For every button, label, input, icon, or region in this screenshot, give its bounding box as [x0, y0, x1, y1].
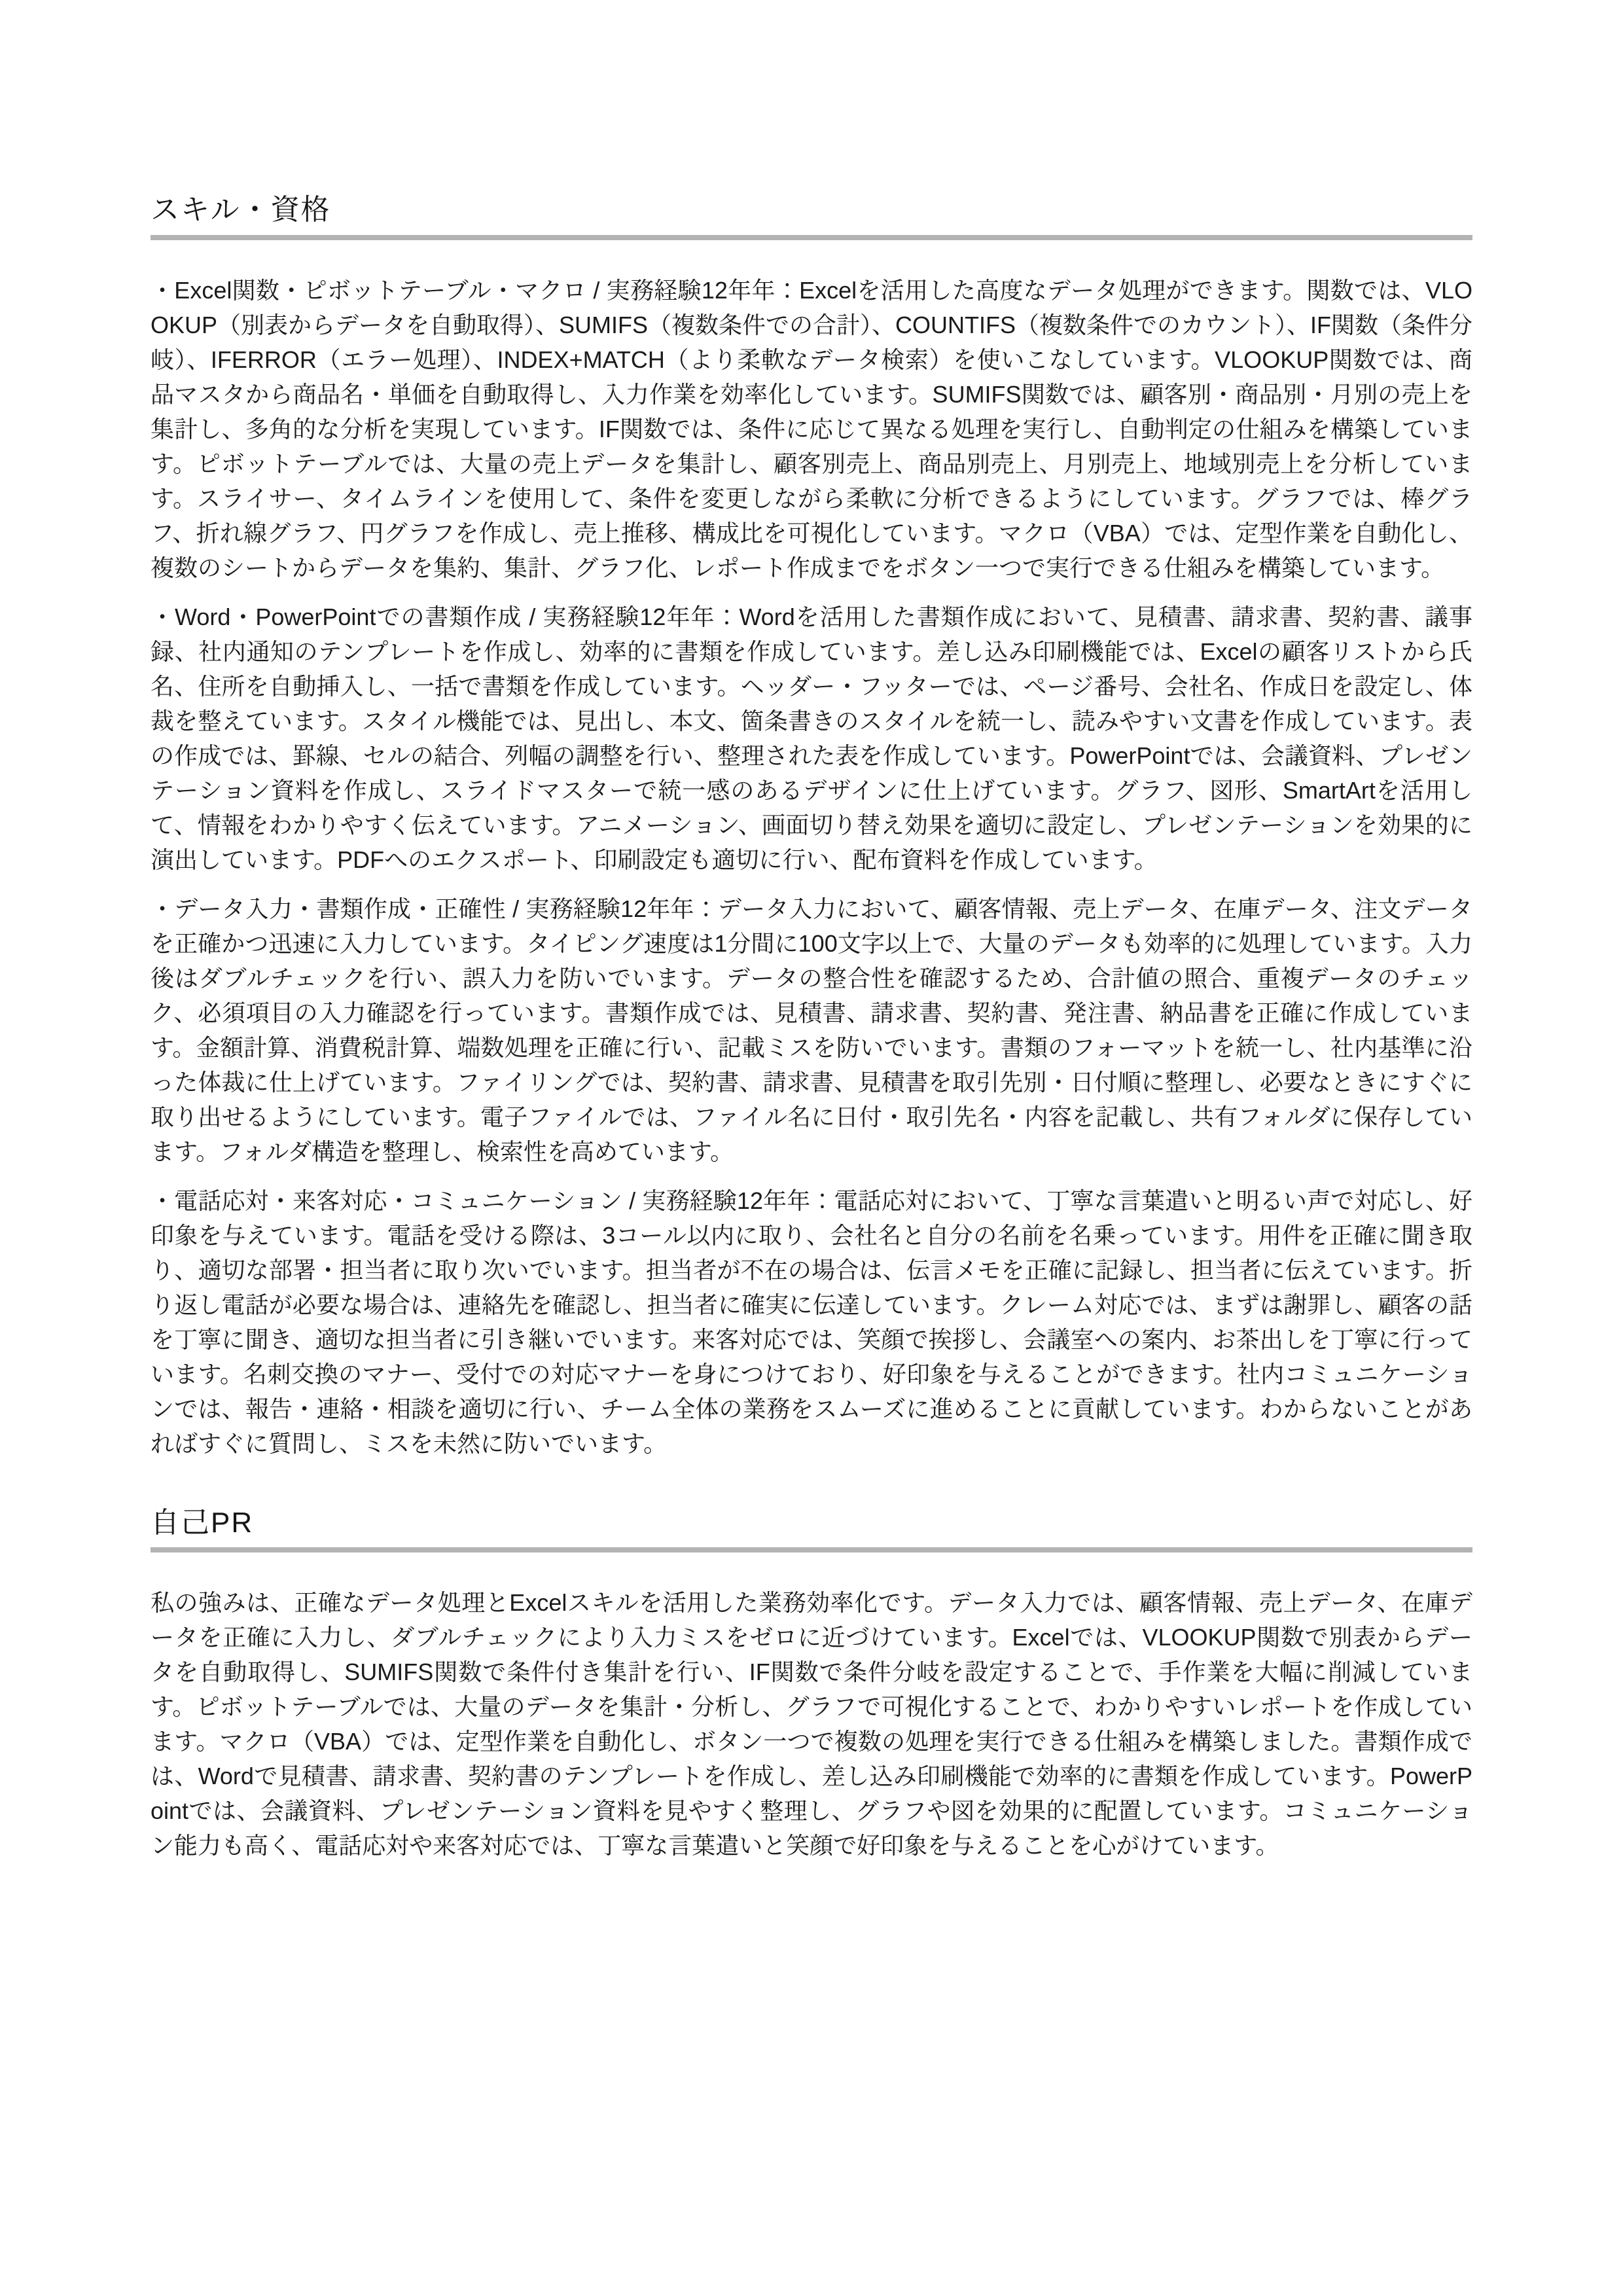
- skills-paragraph-word-powerpoint: ・Word・PowerPointでの書類作成 / 実務経験12年年：Wordを活用した書類作成において、見積書、請求書、契約書、議事録、社内通知のテンプレートを作成し、効率的に書類を作成しています。差し込み印刷機能では、Excelの顧客リストから氏名、住所を自動挿入し、一括で書類を作成しています。ヘッダー・フッターでは、ページ番号、会社名、作成日を設定し、体裁を整えています。スタイル機能では、見出し、本文、箇条書きのスタイルを統一し、読みやすい文書を作成しています。表の作成では、罫線、セルの結合、列幅の調整を行い、整理された表を作成しています。PowerPointでは、会議資料、プレゼンテーション資料を作成し、スライドマスターで統一感のあるデザインに仕上げています。グラフ、図形、SmartArtを活用して、情報をわかりやすく伝えています。アニメーション、画面切り替え効果を適切に設定し、プレゼンテーションを効果的に演出しています。PDFへのエクスポート、印刷設定も適切に行い、配布資料を作成しています。: [151, 603, 1472, 873]
- skills-paragraph-excel: ・Excel関数・ピボットテーブル・マクロ / 実務経験12年年：Excelを活用した高度なデータ処理ができます。関数では、VLOOKUP（別表からデータを自動取得）、SUMIFS（複数条件での合計）、COUNTIFS（複数条件でのカウント）、IF関数（条件分岐）、IFERROR（エラー処理）、INDEX+MATCH（より柔軟なデータ検索）を使いこなしています。VLOOKUP関数では、商品マスタから商品名・単価を自動取得し、入力作業を効率化しています。SUMIFS関数では、顧客別・商品別・月別の売上を集計し、多角的な分析を実現しています。IF関数では、条件に応じて異なる処理を実行し、自動判定の仕組みを構築しています。ピボットテーブルでは、大量の売上データを集計し、顧客別売上、商品別売上、月別売上、地域別売上を分析しています。スライサー、タイムラインを使用して、条件を変更しながら柔軟に分析できるようにしています。グラフでは、棒グラフ、折れ線グラフ、円グラフを作成し、売上推移、構成比を可視化しています。マクロ（VBA）では、定型作業を自動化し、複数のシートからデータを集約、集計、グラフ化、レポート作成までをボタン一つで実行できる仕組みを構築しています。: [151, 276, 1473, 581]
- skills-section-title: スキル・資格: [151, 194, 331, 226]
- section-skills: [151, 194, 1472, 1461]
- self-pr-section-title: 自己PR: [151, 1506, 254, 1539]
- skills-section-divider: [151, 235, 1472, 240]
- skills-paragraph-data-entry: ・データ入力・書類作成・正確性 / 実務経験12年年：データ入力において、顧客情報、売上データ、在庫データ、注文データを正確かつ迅速に入力しています。タイピング速度は1分間に100文字以上で、大量のデータも効率的に処理しています。入力後はダブルチェックを行い、誤入力を防いでいます。データの整合性を確認するため、合計値の照合、重複データのチェック、必須項目の入力確認を行っています。書類作成では、見積書、請求書、契約書、発注書、納品書を正確に作成しています。金額計算、消費税計算、端数処理を正確に行い、記載ミスを防いでいます。書類のフォーマットを統一し、社内基準に沿った体裁に仕上げています。ファイリングでは、契約書、請求書、見積書を取引先別・日付順に整理し、必要なときにすぐに取り出せるようにしています。電子ファイルでは、ファイル名に日付・取引先名・内容を記載し、共有フォルダに保存しています。フォルダ構造を整理し、検索性を高めています。: [151, 895, 1472, 1165]
- self-pr-paragraph: 私の強みは、正確なデータ処理とExcelスキルを活用した業務効率化です。データ入力では、顧客情報、売上データ、在庫データを正確に入力し、ダブルチェックにより入力ミスをゼロに近づけています。Excelでは、VLOOKUP関数で別表からデータを自動取得し、SUMIFS関数で条件付き集計を行い、IF関数で条件分岐を設定することで、手作業を大幅に削減しています。ピボットテーブルでは、大量のデータを集計・分析し、グラフで可視化することで、わかりやすいレポートを作成しています。マクロ（VBA）では、定型作業を自動化し、ボタン一つで複数の処理を実行できる仕組みを構築しました。書類作成では、Wordで見積書、請求書、契約書のテンプレートを作成し、差し込み印刷機能で効率的に書類を作成しています。PowerPointでは、会議資料、プレゼンテーション資料を見やすく整理し、グラフや図を効果的に配置しています。コミュニケーション能力も高く、電話応対や来客対応では、丁寧な言葉遣いと笑顔で好印象を与えることを心がけています。: [151, 1589, 1472, 1859]
- self-pr-section-divider: [151, 1547, 1472, 1552]
- section-self-pr: [151, 1507, 1472, 1863]
- skills-paragraph-communication: ・電話応対・来客対応・コミュニケーション / 実務経験12年年：電話応対において、丁寧な言葉遣いと明るい声で対応し、好印象を与えています。電話を受ける際は、3コール以内に取り、会社名と自分の名前を名乗っています。用件を正確に聞き取り、適切な部署・担当者に取り次いでいます。担当者が不在の場合は、伝言メモを正確に記録し、担当者に伝えています。折り返し電話が必要な場合は、連絡先を確認し、担当者に確実に伝達しています。クレーム対応では、まずは謝罪し、顧客の話を丁寧に聞き、適切な担当者に引き継いでいます。来客対応では、笑顔で挨拶し、会議室への案内、お茶出しを丁寧に行っています。名刺交換のマナー、受付での対応マナーを身につけており、好印象を与えることができます。社内コミュニケーションでは、報告・連絡・相談を適切に行い、チーム全体の業務をスムーズに進めることに貢献しています。わからないことがあればすぐに質問し、ミスを未然に防いでいます。: [151, 1187, 1472, 1457]
